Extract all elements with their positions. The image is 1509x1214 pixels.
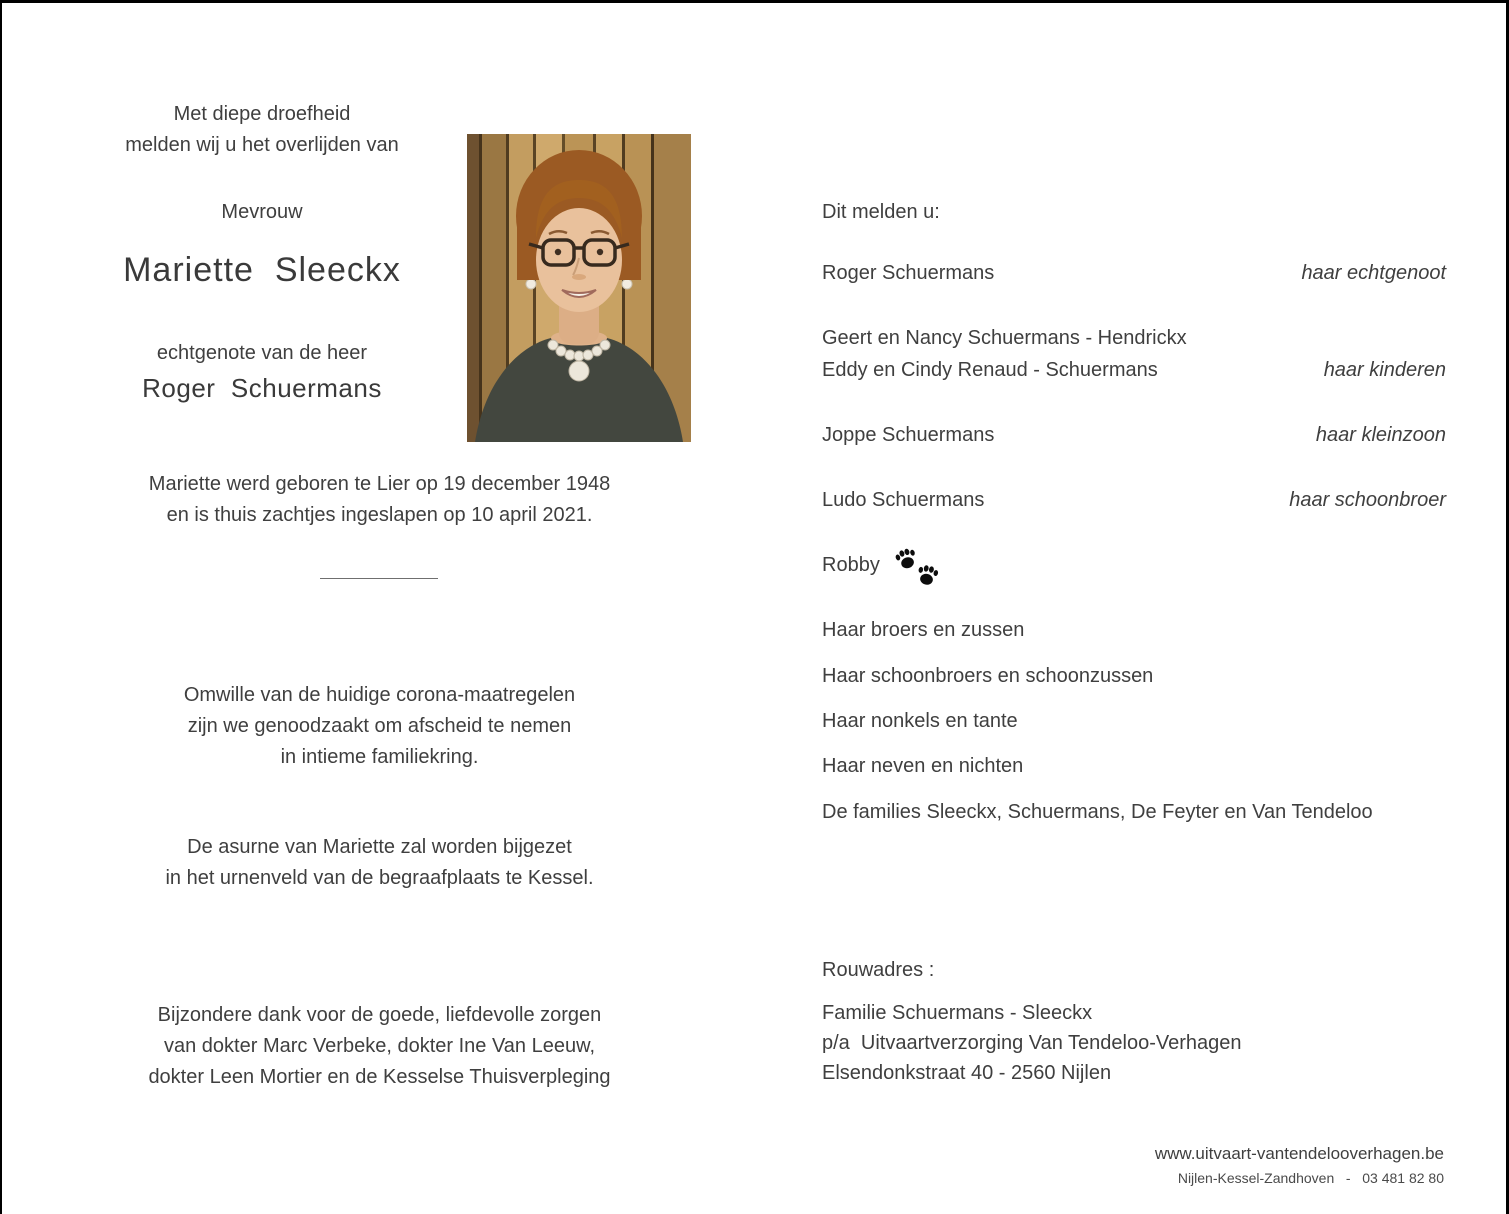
portrait-illustration — [467, 134, 691, 442]
relative-name: Haar nonkels en tante — [822, 710, 1018, 732]
relative-name: Haar broers en zussen — [822, 619, 1025, 641]
relative-name: De families Sleeckx, Schuermans, De Feyter en Van Tendeloo — [822, 801, 1373, 823]
relation-label: haar kleinzoon — [1315, 424, 1446, 446]
relative-row — [822, 424, 1446, 447]
relative-name: Haar schoonbroers en schoonzussen — [822, 665, 1154, 687]
corona-line-1: Omwille van de huidige corona-maatregelen — [183, 684, 576, 706]
portrait-photo — [467, 134, 691, 442]
thanks-line-3: dokter Leen Mortier en de Kesselse Thuisverpleging — [148, 1066, 611, 1088]
relative-row — [822, 262, 1446, 285]
address-line-2: p/a Uitvaartverzorging Van Tendeloo-Verhagen — [822, 1032, 1242, 1054]
mourning-address-heading: Rouwadres : — [822, 959, 935, 981]
footer — [1155, 1141, 1444, 1189]
relative-name: Robby — [822, 554, 880, 576]
deceased-name: Mariette Sleeckx — [123, 251, 401, 289]
relative-row — [822, 801, 1446, 824]
relative-name: Eddy en Cindy Renaud - Schuermans — [822, 359, 1158, 381]
relative-name: Haar neven en nichten — [822, 755, 1024, 777]
life-dates-line-2: en is thuis zachtjes ingeslapen op 10 april 2021. — [166, 504, 593, 526]
relative-row — [822, 554, 1446, 588]
relative-row — [822, 359, 1446, 382]
relative-name: Geert en Nancy Schuermans - Hendrickx — [822, 327, 1187, 349]
relative-name: Roger Schuermans — [822, 262, 995, 284]
address-line-3: Elsendonkstraat 40 - 2560 Nijlen — [822, 1062, 1112, 1084]
salutation: Mevrouw — [221, 201, 303, 223]
urn-line-2: in het urnenveld van de begraafplaats te Kessel. — [165, 867, 594, 889]
relatives-heading: Dit melden u: — [822, 201, 940, 223]
relation-label: haar kinderen — [1323, 359, 1446, 381]
urn-notice-text — [57, 832, 702, 894]
intro-line-1: Met diepe droefheid — [173, 103, 351, 125]
life-dates-line-1: Mariette werd geboren te Lier op 19 december 1948 — [148, 473, 611, 495]
relative-row — [822, 710, 1446, 733]
relative-row — [822, 327, 1446, 350]
corona-line-3: in intieme familiekring. — [280, 746, 479, 768]
spouse-name: Roger Schuermans — [142, 373, 382, 403]
relation-label: haar echtgenoot — [1301, 262, 1446, 284]
corona-line-2: zijn we genoodzaakt om afscheid te nemen — [187, 715, 572, 737]
corona-notice-text — [57, 680, 702, 773]
thanks-text — [57, 1000, 702, 1093]
section-divider — [320, 578, 438, 579]
spouse-intro: echtgenote van de heer — [156, 342, 368, 364]
relative-row — [822, 489, 1446, 512]
announcement-intro — [32, 99, 492, 161]
relative-row — [822, 665, 1446, 688]
address-line-1: Familie Schuermans - Sleeckx — [822, 1002, 1093, 1024]
relative-row — [822, 755, 1446, 778]
intro-line-2: melden wij u het overlijden van — [125, 134, 399, 156]
footer-contact: Nijlen-Kessel-Zandhoven - 03 481 82 80 — [1177, 1170, 1444, 1186]
life-dates-text — [57, 469, 702, 531]
relative-name: Ludo Schuermans — [822, 489, 985, 511]
paw-prints-icon — [894, 546, 940, 588]
relation-label: haar schoonbroer — [1289, 489, 1446, 511]
relative-row — [822, 619, 1446, 642]
thanks-line-2: van dokter Marc Verbeke, dokter Ine Van Leeuw, — [164, 1035, 595, 1057]
urn-line-1: De asurne van Mariette zal worden bijgezet — [187, 836, 572, 858]
thanks-line-1: Bijzondere dank voor de goede, liefdevolle zorgen — [157, 1004, 602, 1026]
footer-website: www.uitvaart-vantendelooverhagen.be — [1154, 1144, 1444, 1163]
relatives-column — [822, 3, 1446, 1214]
relative-name: Joppe Schuermans — [822, 424, 995, 446]
